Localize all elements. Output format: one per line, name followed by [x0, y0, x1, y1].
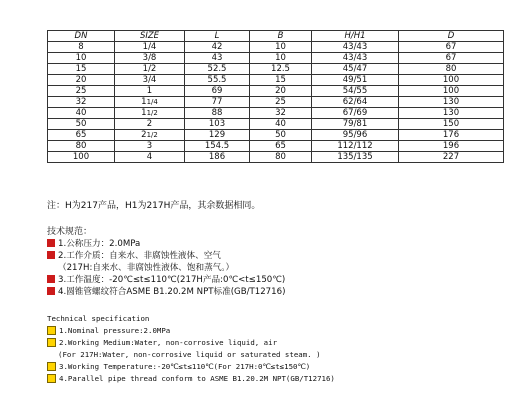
cell-d: 67 — [399, 53, 504, 64]
cell-l: 186 — [185, 152, 250, 163]
red-bullet-icon — [47, 275, 55, 283]
red-bullet-icon — [47, 239, 55, 247]
size-whole: 2 — [141, 130, 147, 140]
cell-l: 43 — [185, 53, 250, 64]
cell-dn: 100 — [48, 152, 115, 163]
cell-size — [115, 108, 185, 119]
cell-b: 10 — [250, 53, 312, 64]
cell-size: 1/2 — [115, 64, 185, 75]
table-header-row — [48, 31, 504, 42]
table-row — [48, 97, 504, 108]
cell-d: 130 — [399, 97, 504, 108]
cn-spec-item-continuation — [58, 261, 234, 273]
cell-l: 88 — [185, 108, 250, 119]
cell-b: 50 — [250, 130, 312, 141]
en-spec-text: 1.Nominal pressure:2.0MPa — [59, 326, 171, 335]
cell-d: 100 — [399, 75, 504, 86]
cell-h: 95/96 — [312, 130, 399, 141]
cn-spec-item — [47, 273, 285, 285]
cn-spec-title: 技术规范： — [47, 227, 93, 237]
header-h-h1: H/H1 — [312, 31, 399, 42]
cn-spec-text: 4.圆锥管螺纹符合ASME B1.20.2M NPT标准(GB/T12716) — [58, 287, 286, 297]
cell-l: 52.5 — [185, 64, 250, 75]
cell-size: 3 — [115, 141, 185, 152]
en-spec-text: 3.Working Temperature:-20℃≤t≤110℃(For 217H:0℃≤t≤150℃) — [59, 362, 311, 371]
cell-h: 112/112 — [312, 141, 399, 152]
cell-size: 3/4 — [115, 75, 185, 86]
size-whole: 1 — [141, 108, 147, 118]
en-spec-item — [47, 374, 335, 383]
table-row — [48, 130, 504, 141]
header-size: SIZE — [115, 31, 185, 42]
cell-b: 65 — [250, 141, 312, 152]
cell-size: 3/8 — [115, 53, 185, 64]
cell-h: 43/43 — [312, 42, 399, 53]
red-bullet-icon — [47, 287, 55, 295]
cell-dn: 10 — [48, 53, 115, 64]
cell-d: 100 — [399, 86, 504, 97]
cell-dn: 32 — [48, 97, 115, 108]
cell-d: 150 — [399, 119, 504, 130]
cell-d: 196 — [399, 141, 504, 152]
table-row — [48, 53, 504, 64]
cn-spec-text: 3.工作温度：-20℃≤t≤110℃(217H产品:0℃<t≤150℃) — [58, 275, 286, 285]
yellow-bullet-icon — [47, 326, 56, 335]
cn-spec-text: 2.工作介质：自来水、非腐蚀性液体、空气 — [58, 251, 221, 261]
cell-d: 130 — [399, 108, 504, 119]
en-spec-item — [47, 326, 170, 335]
cell-dn: 20 — [48, 75, 115, 86]
cell-d: 227 — [399, 152, 504, 163]
cell-b: 10 — [250, 42, 312, 53]
size-fraction: 1/2 — [146, 109, 158, 117]
table-row — [48, 64, 504, 75]
cell-dn: 8 — [48, 42, 115, 53]
cell-dn: 65 — [48, 130, 115, 141]
cell-size: 2 — [115, 119, 185, 130]
cell-h: 62/64 — [312, 97, 399, 108]
cell-l: 103 — [185, 119, 250, 130]
en-spec-text: (For 217H:Water, non-corrosive liquid or saturated steam. ) — [58, 350, 321, 359]
dimension-table — [47, 30, 504, 163]
cell-h: 49/51 — [312, 75, 399, 86]
cell-b: 20 — [250, 86, 312, 97]
cell-size: 1 — [115, 86, 185, 97]
cell-b: 15 — [250, 75, 312, 86]
cn-spec-text: （217H:自来水、非腐蚀性液体、饱和蒸气。） — [58, 263, 235, 273]
cell-h: 135/135 — [312, 152, 399, 163]
cell-dn: 40 — [48, 108, 115, 119]
header-b: B — [250, 31, 312, 42]
yellow-bullet-icon — [47, 362, 56, 371]
cell-l: 77 — [185, 97, 250, 108]
size-fraction: 1/4 — [146, 98, 158, 106]
header-d: D — [399, 31, 504, 42]
table-row — [48, 75, 504, 86]
cn-spec-item — [47, 237, 140, 249]
yellow-bullet-icon — [47, 374, 56, 383]
table-row — [48, 119, 504, 130]
cell-b: 25 — [250, 97, 312, 108]
cell-l: 129 — [185, 130, 250, 141]
table-row — [48, 42, 504, 53]
en-spec-title: Technical specification — [47, 314, 150, 323]
table-note: 注：H为217产品，H1为217H产品，其余数据相同。 — [47, 201, 261, 211]
cn-spec-item — [47, 249, 221, 261]
en-spec-item — [47, 338, 277, 347]
table-row — [48, 152, 504, 163]
cell-b: 12.5 — [250, 64, 312, 75]
cell-h: 54/55 — [312, 86, 399, 97]
table-row — [48, 141, 504, 152]
cell-d: 80 — [399, 64, 504, 75]
cell-l: 69 — [185, 86, 250, 97]
cn-spec-item — [47, 285, 285, 297]
cell-size — [115, 130, 185, 141]
cell-h: 79/81 — [312, 119, 399, 130]
yellow-bullet-icon — [47, 338, 56, 347]
en-spec-item — [47, 362, 310, 371]
cell-d: 176 — [399, 130, 504, 141]
size-fraction: 1/2 — [146, 131, 158, 139]
cell-dn: 15 — [48, 64, 115, 75]
cell-h: 67/69 — [312, 108, 399, 119]
cell-dn: 50 — [48, 119, 115, 130]
cell-size: 4 — [115, 152, 185, 163]
cell-b: 80 — [250, 152, 312, 163]
cell-dn: 25 — [48, 86, 115, 97]
cell-l: 154.5 — [185, 141, 250, 152]
cell-b: 40 — [250, 119, 312, 130]
table-row — [48, 86, 504, 97]
cell-l: 55.5 — [185, 75, 250, 86]
cell-b: 32 — [250, 108, 312, 119]
table-row — [48, 108, 504, 119]
cell-dn: 80 — [48, 141, 115, 152]
red-bullet-icon — [47, 251, 55, 259]
header-l: L — [185, 31, 250, 42]
en-spec-text: 4.Parallel pipe thread conform to ASME B1.20.2M NPT(GB/T12716) — [59, 374, 335, 383]
en-spec-item-continuation — [58, 350, 321, 359]
size-whole: 1 — [141, 97, 147, 107]
cell-h: 45/47 — [312, 64, 399, 75]
cell-size: 1/4 — [115, 42, 185, 53]
cell-h: 43/43 — [312, 53, 399, 64]
en-spec-text: 2.Working Medium:Water, non-corrosive liquid, air — [59, 338, 278, 347]
cell-l: 42 — [185, 42, 250, 53]
cell-size — [115, 97, 185, 108]
cn-spec-text: 1.公称压力：2.0MPa — [58, 239, 141, 249]
cell-d: 67 — [399, 42, 504, 53]
header-dn: DN — [48, 31, 115, 42]
